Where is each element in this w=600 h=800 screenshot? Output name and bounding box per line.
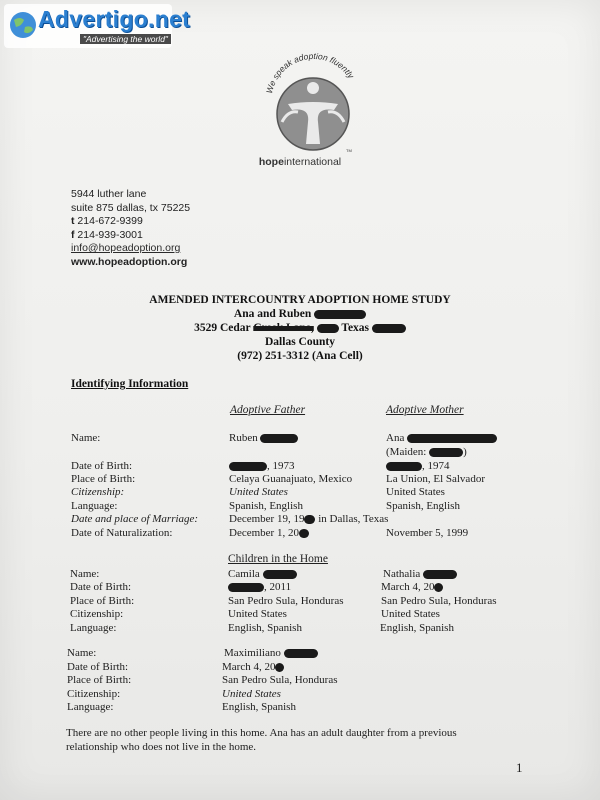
redaction [407,434,497,443]
logo-name-rest: international [283,156,342,168]
redaction [434,583,443,592]
mother-maiden-text: (Maiden: [386,446,427,458]
child2-label-name: Name: [67,647,97,659]
mother-naturalization: November 5, 1999 [386,527,469,539]
child-camila-citizenship: United States [228,608,287,620]
phone-number: 214-672-9399 [77,215,143,227]
child1-label-name: Name: [70,568,100,580]
marriage-part-1: December 19, 19 [229,513,305,525]
child-maximiliano-name [224,647,318,659]
redaction [386,462,422,471]
child-nathalia-pob: San Pedro Sula, Honduras [381,595,497,607]
child-nathalia-name [383,568,457,580]
watermark [4,4,191,48]
fax-line [71,229,190,243]
children-heading: Children in the Home [228,553,328,565]
redaction [372,324,406,333]
child-camila-dob-text: , 2011 [264,581,292,593]
label-dob: Date of Birth: [71,460,133,472]
address-street: 3529 Cedar [194,322,251,334]
watermark-tagline: "Advertising the world" [80,34,171,44]
child-maximiliano-dob [222,661,284,673]
redaction [228,583,264,592]
redaction [423,570,457,579]
father-pob: Celaya Guanajuato, Mexico [229,473,353,485]
father-dob [229,460,295,472]
child2-label-dob: Date of Birth: [67,661,129,673]
child1-label-language: Language: [70,622,117,634]
mother-dob-text: , 1974 [422,460,450,472]
child-nathalia-dob [381,581,443,593]
child-maximiliano-citizenship: United States [222,688,281,700]
phone-label: t [71,215,75,227]
website-link[interactable]: www.hopeadoption.org [71,255,188,268]
mother-name [386,432,497,444]
redaction [275,663,284,672]
address-line-1: 5944 luther lane [71,188,147,200]
redaction [229,462,267,471]
closing-line-2: relationship who does not live in the home. [66,740,257,753]
child2-label-pob: Place of Birth: [67,674,132,686]
mother-name-text: Ana [386,432,405,444]
child-camila-dob [228,581,291,593]
fax-label: f [71,228,75,241]
child2-label-citizenship: Citizenship: [67,688,121,700]
watermark-title: Advertigo.net [38,6,191,32]
address-line-2: suite 875 dallas, tx 75225 [71,201,191,214]
marriage-part-2: in Dallas, Texas [318,513,389,525]
logo-arc-text: We speak adoption fluently [264,52,357,95]
county: Dallas County [265,336,335,348]
redaction [314,310,366,319]
logo-name-bold: hope [258,156,284,168]
father-language: Spanish, English [229,500,303,512]
fax-number: 214-939-3001 [77,228,143,241]
child1-label-dob: Date of Birth: [70,581,132,593]
header-phone: (972) 251-3312 (Ana Cell) [237,350,363,362]
father-naturalization [229,527,309,539]
address-city: Texas [341,322,370,334]
mother-dob [386,460,450,472]
contact-block [71,188,190,269]
father-name-text: Ruben [229,432,258,444]
page-number: 1 [516,760,523,775]
child-camila-pob: San Pedro Sula, Honduras [228,595,344,607]
mother-maiden [386,446,467,458]
father-dob-text: , 1973 [267,460,295,472]
redaction [284,649,318,658]
label-name: Name: [71,432,101,444]
redaction [429,448,463,457]
child-camila-name [228,568,297,580]
mother-maiden-close: ) [463,446,467,458]
mother-pob: La Union, El Salvador [386,473,485,485]
label-language: Language: [71,500,118,512]
logo-tm: TM [346,148,352,153]
document-header [0,293,600,363]
redaction [299,529,309,538]
father-citizenship: United States [229,486,288,498]
child-nathalia-dob-text: March 4, 20 [381,581,435,593]
column-head-father: Adoptive Father [230,404,306,416]
child2-label-language: Language: [67,701,114,713]
child-maximiliano-language: English, Spanish [222,701,296,713]
closing-paragraph [66,727,536,754]
family-names-text: Ana and Ruben [233,308,312,320]
mother-citizenship: United States [386,486,445,498]
child-nathalia-name-text: Nathalia [383,568,421,580]
redaction [260,434,298,443]
father-naturalization-text: December 1, 20 [229,527,299,539]
email-link[interactable]: info@hopeadoption.org [71,242,181,254]
logo-wordmark [0,156,600,168]
redaction [304,515,315,524]
section-title: Identifying Information [71,378,189,390]
address-struck: Creek Lane, [253,322,314,334]
mother-language: Spanish, English [386,500,460,512]
child-maximiliano-dob-text: March 4, 20 [222,661,276,673]
child1-label-pob: Place of Birth: [70,595,135,607]
child-camila-name-text: Camila [228,568,260,580]
redaction [317,324,339,333]
label-citizenship: Citizenship: [71,486,125,498]
family-names [0,307,600,321]
child-camila-language: English, Spanish [228,622,302,634]
document-title: AMENDED INTERCOUNTRY ADOPTION HOME STUDY [149,294,451,306]
marriage-date-place [229,513,388,525]
globe-icon [8,10,38,40]
phone-line [71,215,190,229]
label-naturalization: Date of Naturalization: [71,527,173,539]
home-address [0,321,600,335]
child1-label-citizenship: Citizenship: [70,608,124,620]
child-maximiliano-name-text: Maximiliano [224,647,281,659]
label-marriage: Date and place of Marriage: [71,513,199,525]
redaction [263,570,297,579]
label-pob: Place of Birth: [71,473,136,485]
father-name [229,432,298,444]
hope-international-logo [258,52,368,162]
column-head-mother: Adoptive Mother [386,404,464,416]
child-nathalia-citizenship: United States [381,608,440,620]
closing-line-1: There are no other people living in this home. Ana has an adult daughter from a previous [66,727,457,739]
child-nathalia-language: English, Spanish [380,622,454,634]
child-maximiliano-pob: San Pedro Sula, Honduras [222,674,338,686]
